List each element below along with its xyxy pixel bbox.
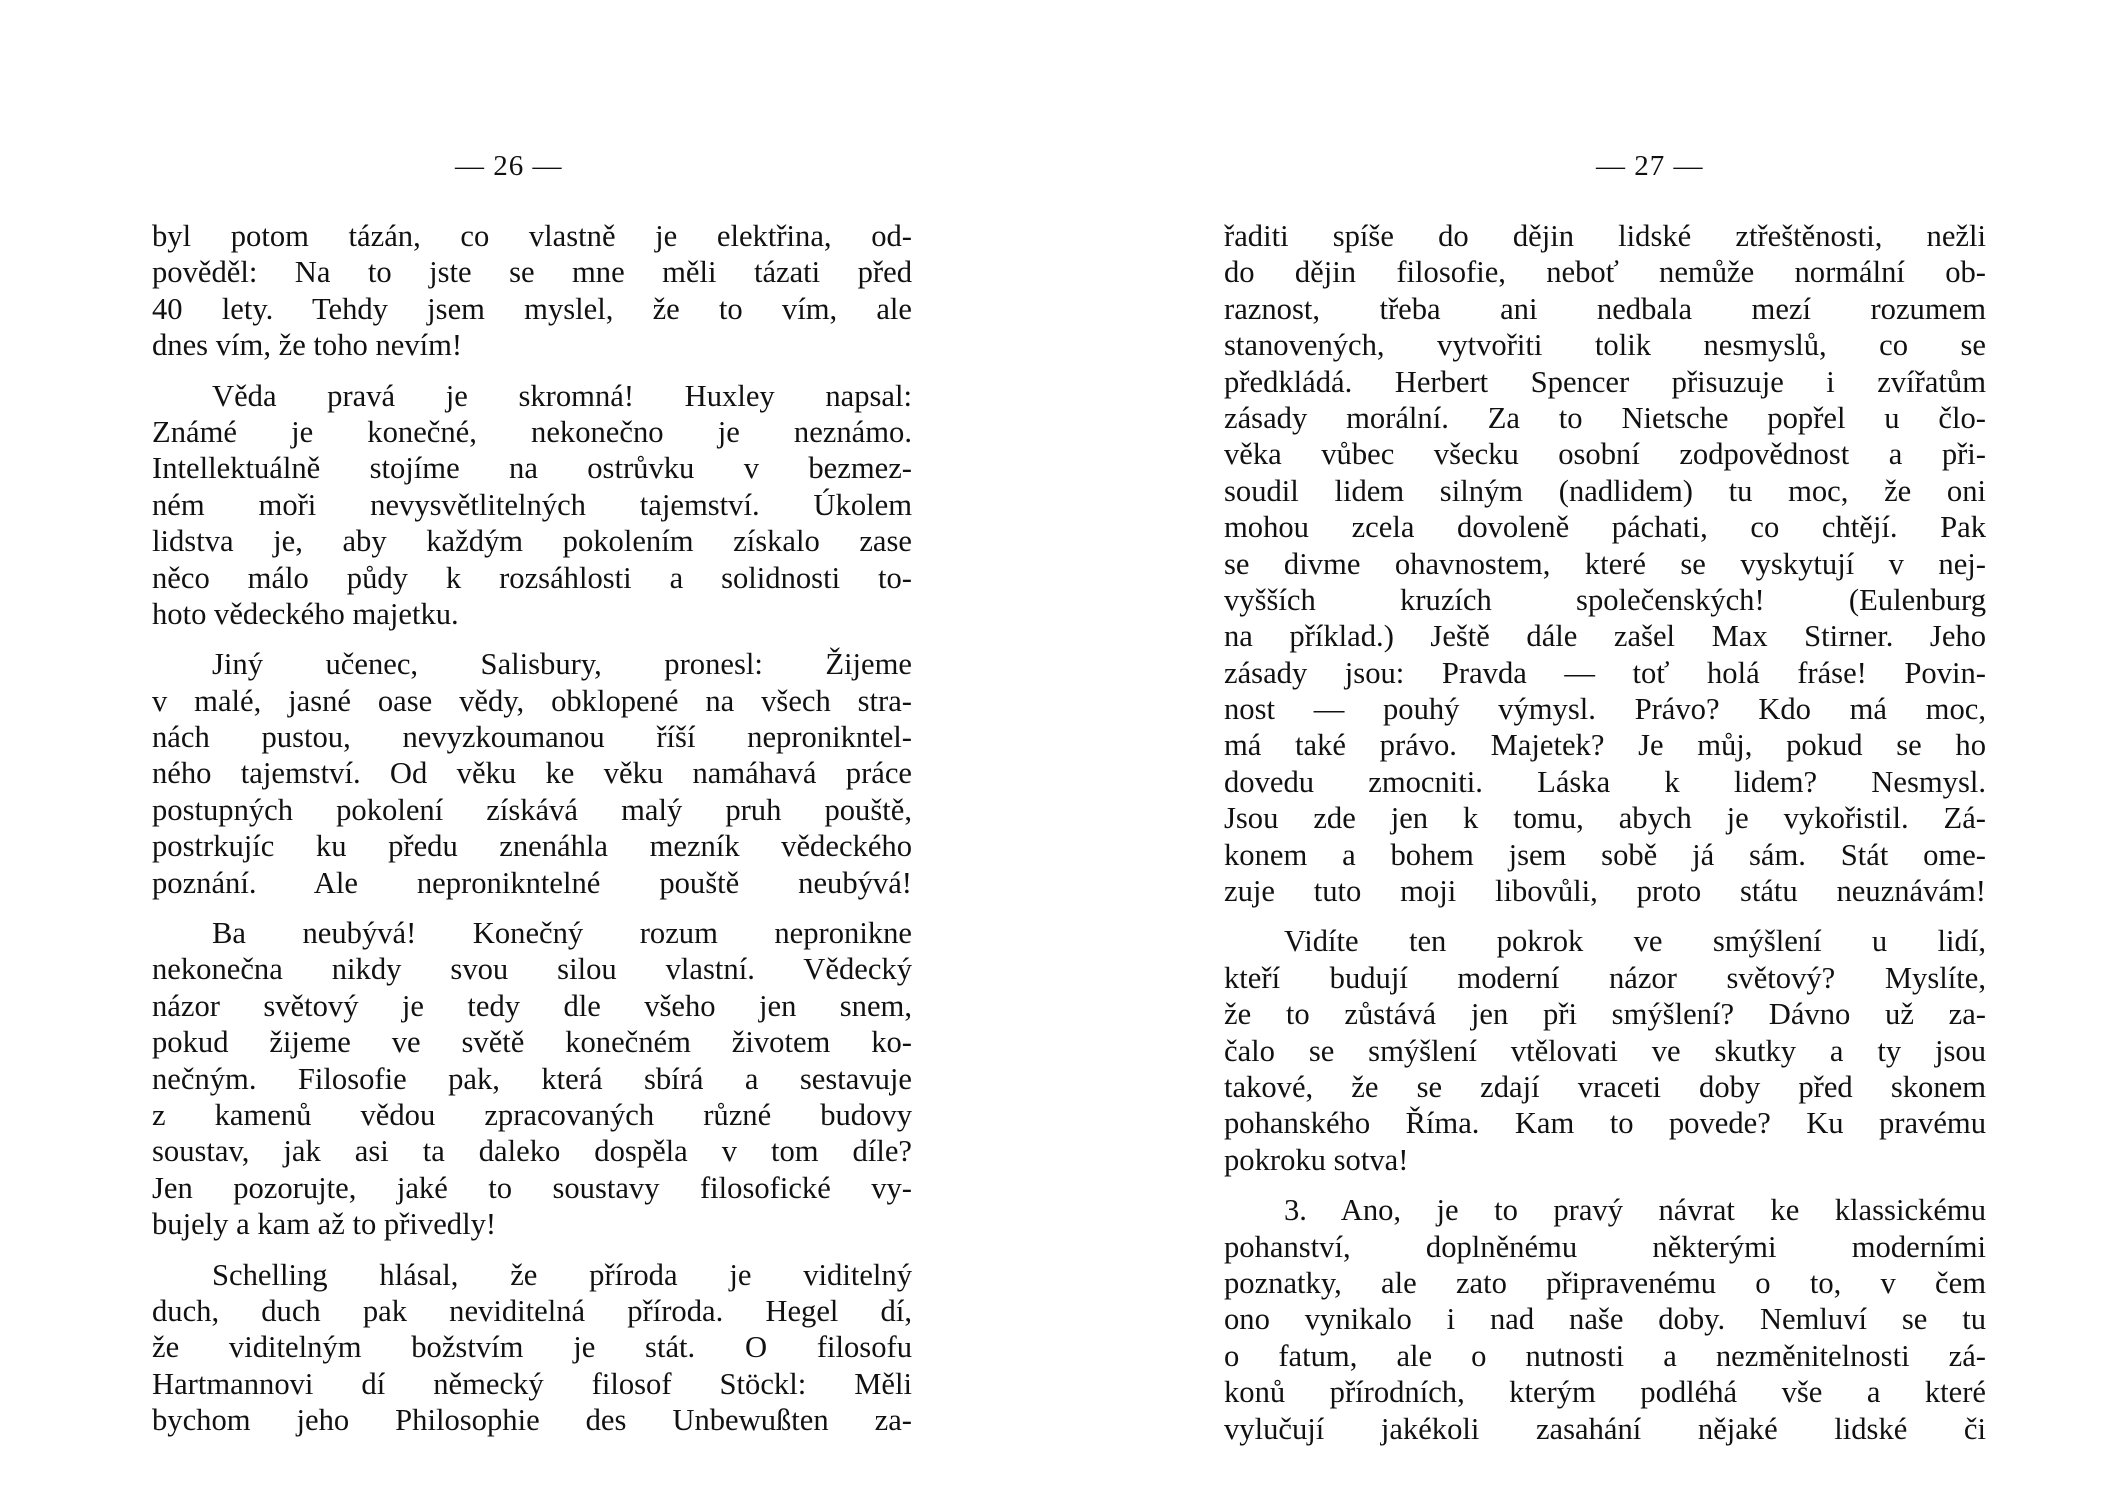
- paragraph-gap: [152, 364, 912, 378]
- text-line: pokroku sotva!: [1224, 1142, 1409, 1177]
- text-line: Hartmannovi dí německý filosof Stöckl: Měli: [152, 1366, 912, 1401]
- right-page: [1061, 0, 2122, 1500]
- text-line: postrkujíc ku předu znenáhla mezník vědeckého: [152, 829, 912, 864]
- text-line: Intellektuálně stojíme na ostrůvku v bezmez-: [152, 451, 912, 486]
- text-line: nost — pouhý výmysl. Právo? Kdo má moc,: [1224, 692, 1986, 727]
- text-line: předkládá. Herbert Spencer přisuzuje i zvířatům: [1224, 364, 1986, 399]
- text-line: soudil lidem silným (nadlidem) tu moc, že oni: [1224, 473, 1986, 508]
- text-line: má také právo. Majetek? Je můj, pokud se ho: [1224, 728, 1986, 763]
- text-line: zásady morální. Za to Nietsche popřel u člo-: [1224, 400, 1986, 435]
- text-line: Ba neubývá! Konečný rozum nepronikne: [212, 916, 912, 951]
- paragraph-gap: [1224, 1178, 1986, 1192]
- text-line: názor světový je tedy dle všeho jen snem,: [152, 988, 912, 1023]
- text-line: postupných pokolení získává malý pruh pouště,: [152, 792, 912, 827]
- page-number: — 26 —: [455, 150, 563, 182]
- text-line: o fatum, ale o nutnosti a nezměnitelnosti zá-: [1224, 1338, 1986, 1373]
- text-line: bujely a kam až to přivedly!: [152, 1207, 497, 1242]
- text-line: kteří budují moderní názor světový? Myslíte,: [1224, 960, 1986, 995]
- text-line: Známé je konečné, nekonečno je neznámo.: [152, 414, 912, 449]
- text-line: se divme ohavnostem, které se vyskytují v nej-: [1224, 546, 1986, 581]
- text-line: vylučují jakékoli zasahání nějaké lidské či: [1224, 1411, 1986, 1446]
- text-line: Vidíte ten pokrok ve smýšlení u lidí,: [1284, 924, 1986, 959]
- text-line: do dějin filosofie, neboť nemůže normální ob-: [1224, 255, 1986, 290]
- text-line: raznost, třeba ani nedbala mezí rozumem: [1224, 291, 1986, 326]
- text-line: něco málo půdy k rozsáhlosti a solidnosti to-: [152, 560, 912, 595]
- text-line: 40 lety. Tehdy jsem myslel, že to vím, ale: [152, 291, 912, 326]
- text-line: že to zůstává jen při smýšlení? Dávno už za-: [1224, 997, 1986, 1032]
- text-line: v malé, jasné oase vědy, obklopené na všech stra-: [152, 683, 912, 718]
- text-line: dnes vím, že toho nevím!: [152, 328, 463, 363]
- text-line: takové, že se zdají vraceti doby před skonem: [1224, 1069, 1986, 1104]
- page-text: [1224, 218, 1986, 1447]
- text-line: konem a bohem jsem sobě já sám. Stát ome-: [1224, 837, 1986, 872]
- text-line: duch, duch pak neviditelná příroda. Hegel dí,: [152, 1293, 912, 1328]
- text-line: že viditelným božstvím je stát. O filosofu: [152, 1330, 912, 1365]
- text-line: pohanského Říma. Kam to povede? Ku pravému: [1224, 1106, 1986, 1141]
- text-line: věka vůbec všecku osobní zodpovědnost a při-: [1224, 437, 1986, 472]
- text-line: nách pustou, nevyzkoumanou říší nepronikntel-: [152, 720, 912, 755]
- text-line: bychom jeho Philosophie des Unbewußten za-: [152, 1403, 912, 1438]
- text-line: lidstva je, aby každým pokolením získalo zase: [152, 524, 912, 559]
- text-line: konů přírodních, kterým podléhá vše a které: [1224, 1375, 1986, 1410]
- text-line: nekonečna nikdy svou silou vlastní. Vědecký: [152, 952, 912, 987]
- text-line: 3. Ano, je to pravý návrat ke klassickému: [1284, 1193, 1986, 1228]
- text-line: vyšších kruzích společenských! (Eulenburg: [1224, 582, 1986, 617]
- text-line: Jsou zde jen k tomu, abych je vykořistil. Zá-: [1224, 801, 1986, 836]
- text-line: na příklad.) Ještě dále zašel Max Stirner. Jeho: [1224, 619, 1986, 654]
- page-text: [152, 218, 912, 1439]
- text-line: ném moři nevysvětlitelných tajemství. Úkolem: [152, 487, 912, 522]
- text-line: byl potom tázán, co vlastně je elektřina, od-: [152, 219, 912, 253]
- text-line: čalo se smýšlení vtělovati ve skutky a ty jsou: [1224, 1033, 1986, 1068]
- text-line: Schelling hlásal, že příroda je viditelný: [212, 1257, 912, 1292]
- paragraph-gap: [152, 632, 912, 646]
- text-line: soustav, jak asi ta daleko dospěla v tom díle?: [152, 1134, 912, 1169]
- text-line: nečným. Filosofie pak, která sbírá a sestavuje: [152, 1061, 912, 1096]
- text-line: pohanství, doplněnému některými moderními: [1224, 1229, 1986, 1264]
- text-line: ono vynikalo i nad naše doby. Nemluví se tu: [1224, 1302, 1986, 1337]
- text-line: mohou zcela dovoleně páchati, co chtějí. Pak: [1224, 510, 1986, 545]
- paragraph-gap: [152, 901, 912, 915]
- paragraph-gap: [1224, 909, 1986, 923]
- text-line: Jiný učenec, Salisbury, pronesl: Žijeme: [212, 647, 912, 682]
- text-line: z kamenů vědou zpracovaných různé budovy: [152, 1097, 912, 1132]
- text-line: poznání. Ale nepronikntelné pouště neubývá!: [152, 865, 912, 900]
- text-line: Věda pravá je skromná! Huxley napsal:: [212, 378, 912, 413]
- text-line: pověděl: Na to jste se mne měli tázati před: [152, 255, 912, 290]
- text-line: zuje tuto moji libovůli, proto státu neuznávám!: [1224, 874, 1986, 909]
- text-line: Jen pozorujte, jaké to soustavy filosofické vy-: [152, 1170, 912, 1205]
- paragraph-gap: [152, 1243, 912, 1257]
- text-line: pokud žijeme ve světě konečném životem ko-: [152, 1025, 912, 1060]
- text-line: poznatky, ale zato připravenému o to, v čem: [1224, 1265, 1986, 1300]
- text-line: ného tajemství. Od věku ke věku namáhavá práce: [152, 756, 912, 791]
- text-line: řaditi spíše do dějin lidské ztřeštěnosti, nežli: [1224, 219, 1986, 253]
- text-line: dovedu zmocniti. Láska k lidem? Nesmysl.: [1224, 764, 1986, 799]
- page-number: — 27 —: [1596, 150, 1704, 182]
- text-line: zásady jsou: Pravda — toť holá fráse! Povin-: [1224, 655, 1986, 690]
- text-line: stanovených, vytvořiti tolik nesmyslů, co se: [1224, 328, 1986, 363]
- text-line: hoto vědeckého majetku.: [152, 596, 459, 631]
